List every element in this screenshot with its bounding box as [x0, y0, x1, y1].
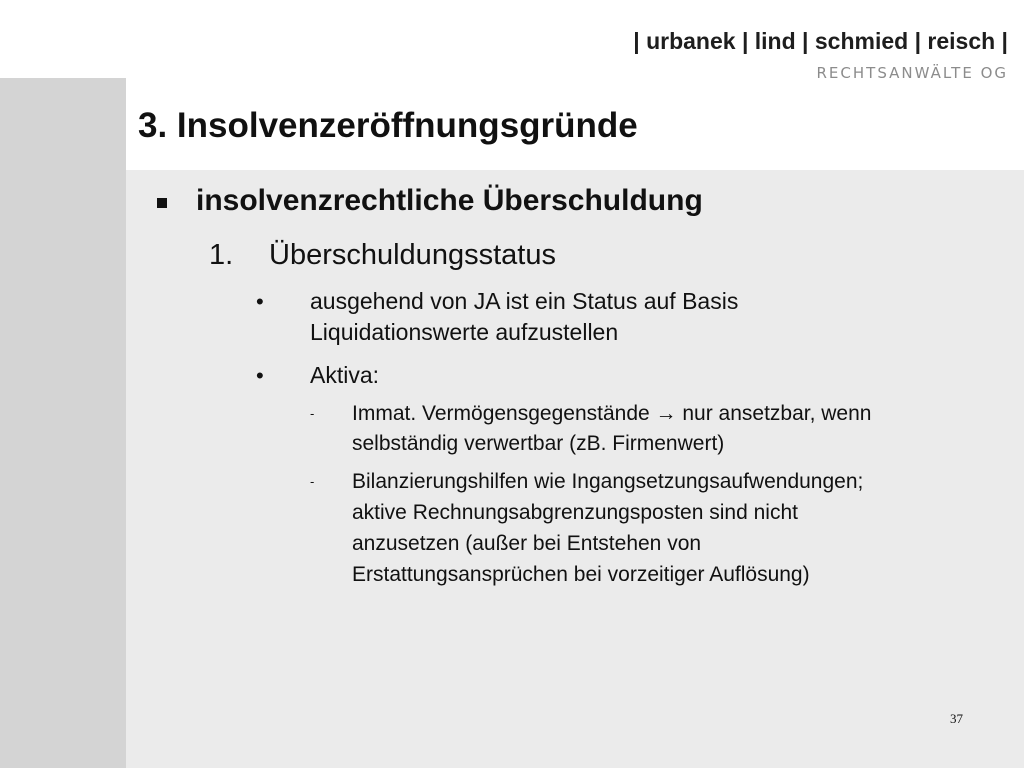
bullet-text-line: ausgehend von JA ist ein Status auf Basis — [310, 288, 739, 314]
sub-item-marker: - — [310, 406, 315, 421]
firm-logo-subtitle: RECHTSANWÄLTE OG — [816, 64, 1008, 82]
numbered-item-number: 1. — [209, 239, 234, 271]
bullet-marker: • — [256, 363, 264, 388]
numbered-item-label: Überschuldungsstatus — [269, 239, 556, 271]
slide-title: 3. Insolvenzeröffnungsgründe — [138, 106, 638, 145]
firm-logo-name: | urbanek | lind | schmied | reisch | — [633, 28, 1008, 54]
square-bullet-icon — [157, 198, 167, 208]
section-heading: insolvenzrechtliche Überschuldung — [196, 184, 703, 217]
sub-item-text-line: anzusetzen (außer bei Entstehen von — [352, 532, 702, 555]
bullet-text-line: Liquidationswerte aufzustellen — [310, 319, 619, 345]
sub-item-marker: - — [310, 474, 315, 489]
sub-item-text-line: Immat. Vermögensgegenstände → nur ansetzbar, wenn — [352, 402, 872, 425]
page-number: 37 — [950, 711, 963, 726]
sub-item-text-line: selbständig verwertbar (zB. Firmenwert) — [352, 432, 725, 455]
firm-logo — [633, 28, 1008, 82]
sub-item-text-line: Bilanzierungshilfen wie Ingangsetzungsaufwendungen; — [352, 470, 864, 493]
sub-item-text-line: aktive Rechnungsabgrenzungsposten sind nicht — [352, 501, 798, 524]
bullet-marker: • — [256, 289, 264, 314]
sidebar-band — [0, 78, 126, 768]
sub-item-text-line: Erstattungsansprüchen bei vorzeitiger Auflösung) — [352, 563, 810, 586]
bullet-text-line: Aktiva: — [310, 362, 380, 388]
